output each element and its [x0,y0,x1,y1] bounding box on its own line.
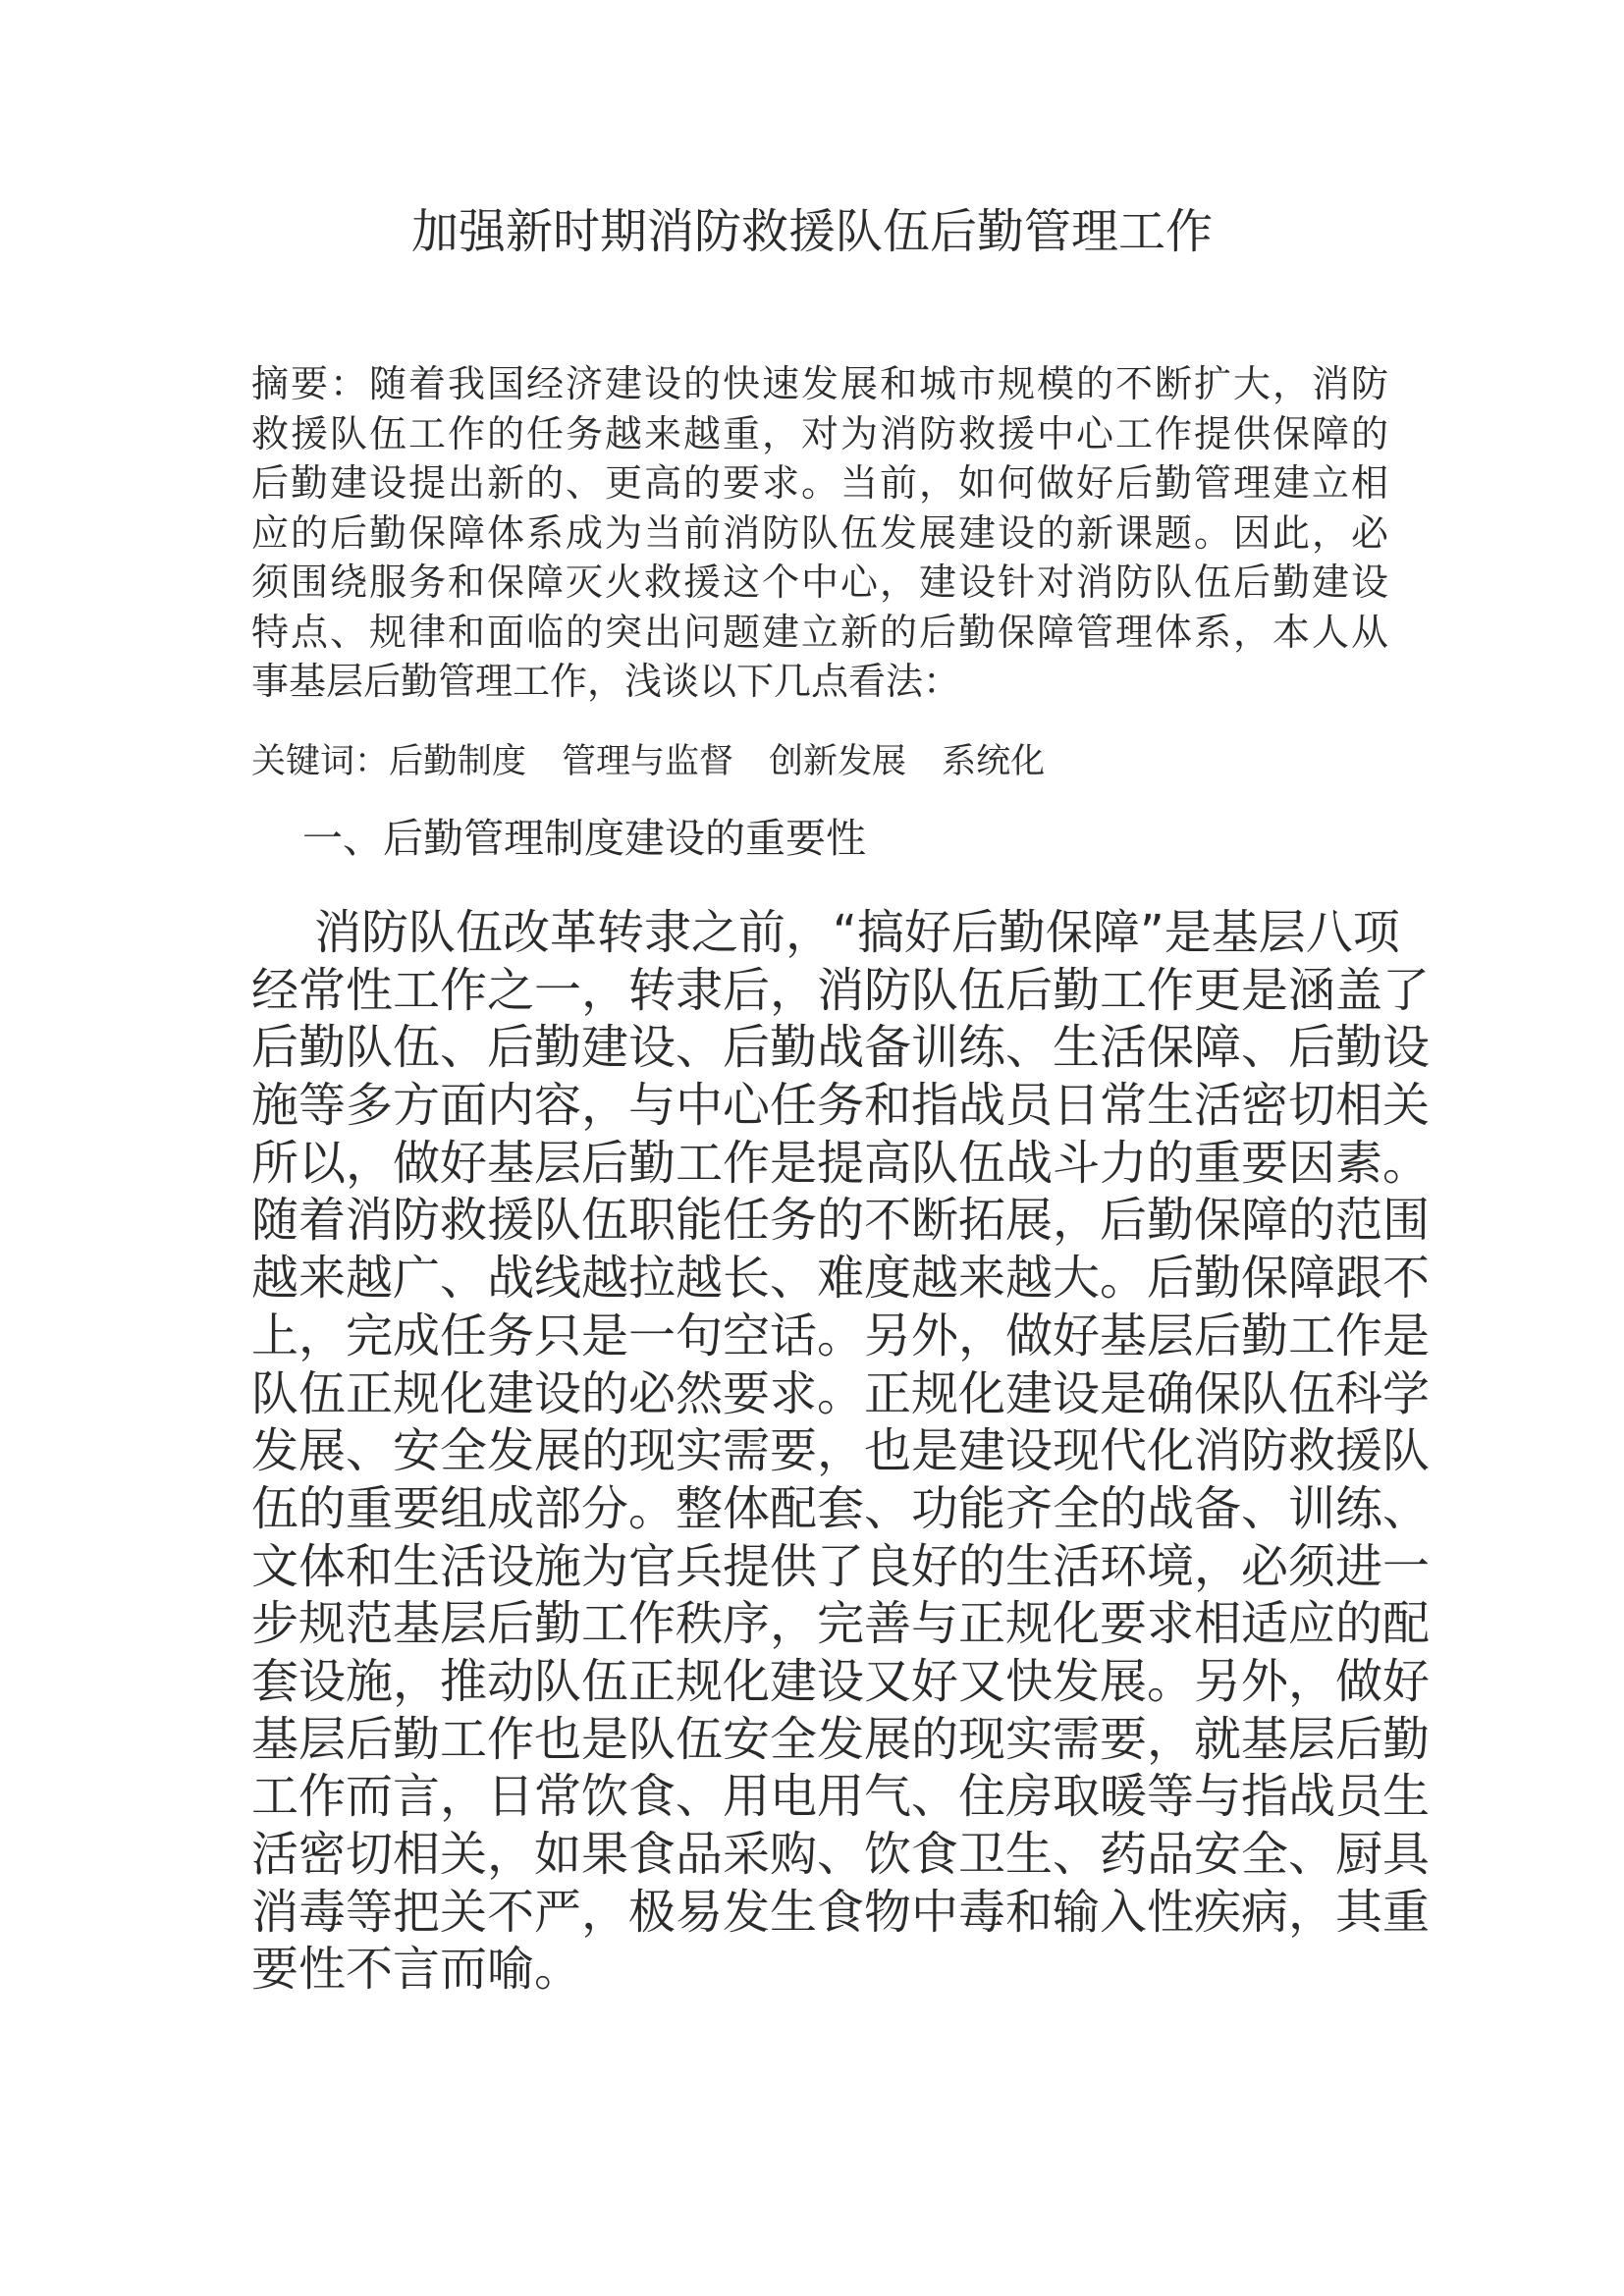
abstract-line: 应的后勤保障体系成为当前消防队伍发展建设的新课题。因此，必 [251,510,1388,555]
keyword: 后勤制度 [389,742,527,781]
keyword: 创新发展 [769,742,907,781]
abstract-line: 事基层后勤管理工作，浅谈以下几点看法： [251,660,961,703]
body-line: 步规范基层后勤工作秩序，完善与正规化要求相适应的配 [251,1596,1431,1652]
body-line: 所以，做好基层后勤工作是提高队伍战斗力的重要因素。 [251,1135,1431,1191]
body-paragraph [251,904,1431,1999]
body-line: 发展、安全发展的现实需要，也是建设现代化消防救援队 [251,1423,1431,1479]
keyword: 系统化 [942,742,1046,781]
abstract-line: 救援队伍工作的任务越来越重，对为消防救援中心工作提供保障的 [251,411,1388,455]
body-line: 后勤队伍、后勤建设、后勤战备训练、生活保障、后勤设 [251,1020,1431,1076]
body-line: 要性不言而喻。 [251,1942,582,1998]
body-line: 消毒等把关不严，极易发生食物中毒和输入性疾病，其重 [251,1884,1431,1940]
body-line: 工作而言，日常饮食、用电用气、住房取暖等与指战员生 [251,1769,1431,1825]
body-line: 随着消防救援队伍职能任务的不断拓展，后勤保障的范围 [251,1193,1431,1249]
body-line: 经常性工作之一，转隶后，消防队伍后勤工作更是涵盖了 [251,962,1431,1018]
body-line: 套设施，推动队伍正规化建设又好又快发展。另外，做好 [251,1653,1431,1709]
abstract-line: 后勤建设提出新的、更高的要求。当前，如何做好后勤管理建立相 [251,461,1388,505]
abstract-line: 须围绕服务和保障灭火救援这个中心，建设针对消防队伍后勤建设 [251,561,1388,604]
abstract-line: 摘要：随着我国经济建设的快速发展和城市规模的不断扩大，消防 [251,362,1388,405]
body-line: 伍的重要组成部分。整体配套、功能齐全的战备、训练、 [251,1480,1431,1536]
body-line: 文体和生活设施为官兵提供了良好的生活环境，必须进一 [251,1538,1431,1594]
body-line: 消防队伍改革转隶之前，“搞好后勤保障”是基层八项 [314,905,1400,960]
keywords [251,738,1080,785]
abstract [251,359,1388,707]
section-heading: 一、后勤管理制度建设的重要性 [302,815,866,862]
body-line: 基层后勤工作也是队伍安全发展的现实需要，就基层后勤 [251,1711,1431,1767]
abstract-line: 特点、规律和面临的突出问题建立新的后勤保障管理体系，本人从 [251,610,1388,654]
body-line: 越来越广、战线越拉越长、难度越来越大。后勤保障跟不 [251,1251,1431,1307]
document-title: 加强新时期消防救援队伍后勤管理工作 [410,204,1213,259]
keyword: 管理与监督 [562,742,734,781]
body-line: 施等多方面内容，与中心任务和指战员日常生活密切相关 [251,1078,1431,1134]
body-line: 队伍正规化建设的必然要求。正规化建设是确保队伍科学 [251,1365,1431,1421]
body-line: 活密切相关，如果食品采购、饮食卫生、药品安全、厨具 [251,1827,1431,1882]
body-line: 上，完成任务只是一句空话。另外，做好基层后勤工作是 [251,1308,1431,1363]
keywords-label: 关键词： [251,742,390,781]
